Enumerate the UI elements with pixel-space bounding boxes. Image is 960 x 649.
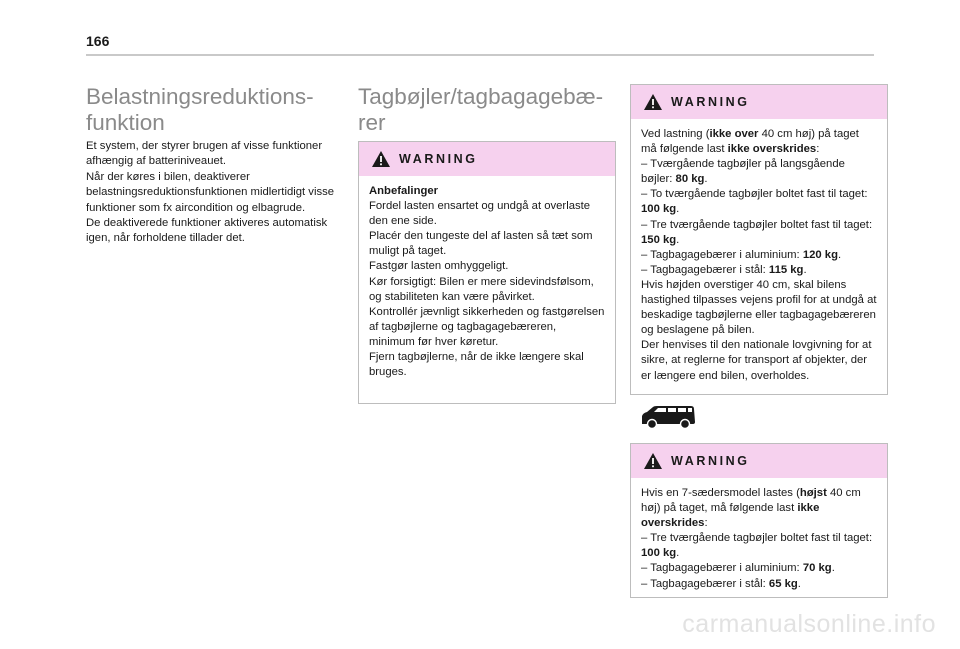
warning-box-recommendations bbox=[358, 141, 616, 404]
emphasis: ikke overskrides bbox=[641, 502, 820, 530]
warning-title: WARNING bbox=[399, 152, 478, 166]
text-run: – Tre tværgående tagbøjler boltet fast til taget: bbox=[641, 218, 873, 231]
warning-body bbox=[359, 176, 615, 380]
warning-line: Fordel lasten ensartet og undgå at overlaste den ene side. bbox=[369, 200, 591, 228]
text-run: – Tagbagagebærer i aluminium: bbox=[641, 248, 803, 261]
warning-paragraph: Hvis højden overstiger 40 cm, skal bilens hastighed tilpasses vejens profil for at undgå at beskadige tagbøjlerne eller tagbagagebæreren og beslagene på bilen. bbox=[641, 278, 877, 337]
load-value: 120 kg bbox=[802, 248, 838, 261]
load-limit-item bbox=[641, 561, 877, 576]
text-run: . bbox=[803, 263, 807, 276]
text-run: – Tre tværgående tagbøjler boltet fast til taget: bbox=[641, 532, 873, 545]
seven-seat-van-icon bbox=[639, 404, 697, 430]
load-value: 150 kg bbox=[641, 233, 677, 246]
warning-paragraph: Der henvises til den nationale lovgivning for at sikre, at reglerne for transport af objekter, der er længere end bilen, overholdes. bbox=[641, 339, 872, 382]
heading-line: Belastningsreduktions- bbox=[86, 84, 314, 109]
load-reduction-text bbox=[86, 139, 344, 247]
emphasis: højst bbox=[799, 487, 827, 499]
text-run: . bbox=[704, 173, 708, 186]
warning-header bbox=[631, 85, 887, 119]
text-run: : bbox=[816, 143, 820, 156]
warning-line: Kontrollér jævnligt sikkerheden og fastgørelsen af tagbøjlerne og tagbagagebæreren, minimum før hver køretur. bbox=[369, 305, 605, 348]
text-run: : bbox=[704, 517, 708, 530]
load-value: 100 kg bbox=[641, 547, 677, 560]
text-run: Hvis en 7-sædersmodel lastes ( bbox=[641, 487, 800, 499]
emphasis: ikke overskrides bbox=[727, 143, 817, 156]
warning-triangle-icon bbox=[643, 93, 663, 111]
text-run: . bbox=[797, 577, 801, 590]
text-run: – Tværgående tagbøjler på langsgående bøjler: bbox=[641, 158, 845, 186]
text-run: 40 cm høj) på taget må følgende last bbox=[641, 128, 859, 156]
section-heading-roof-racks bbox=[358, 84, 616, 136]
warning-triangle-icon bbox=[643, 452, 663, 470]
load-value: 65 kg bbox=[768, 577, 798, 590]
heading-line: funktion bbox=[86, 110, 165, 135]
text-run: . bbox=[676, 547, 680, 560]
text-run: – Tagbagagebærer i aluminium: bbox=[641, 562, 803, 575]
load-limit-item bbox=[641, 531, 877, 561]
text-run: . bbox=[831, 562, 835, 575]
warning-body bbox=[631, 119, 887, 384]
top-rule bbox=[86, 54, 874, 56]
warning-line: Kør forsigtigt: Bilen er mere sidevindsfølsom, og stabiliteten kan være påvirket. bbox=[369, 275, 594, 303]
warning-box-roof-load bbox=[630, 84, 888, 395]
warning-intro bbox=[641, 127, 877, 157]
paragraph: Et system, der styrer brugen af visse funktioner afhængig af batteriniveauet. bbox=[86, 140, 323, 168]
section-heading-load-reduction bbox=[86, 84, 336, 136]
load-value: 100 kg bbox=[641, 203, 677, 216]
warning-triangle-icon bbox=[371, 150, 391, 168]
warning-header bbox=[359, 142, 615, 176]
watermark: carmanualsonline.info bbox=[682, 610, 936, 638]
warning-intro bbox=[641, 486, 877, 531]
warning-title: WARNING bbox=[671, 454, 750, 468]
warning-box-seven-seat bbox=[630, 443, 888, 598]
text-run: – Tagbagagebærer i stål: bbox=[641, 263, 769, 276]
warning-line: Fastgør lasten omhyggeligt. bbox=[369, 260, 509, 273]
heading-line: rer bbox=[358, 110, 386, 135]
text-run: Ved lastning ( bbox=[641, 128, 710, 140]
page-number: 166 bbox=[86, 33, 110, 49]
load-limit-item bbox=[641, 187, 877, 217]
text-run: . bbox=[676, 233, 680, 246]
warning-body bbox=[631, 478, 887, 592]
paragraph: De deaktiverede funktioner aktiveres automatisk igen, når forholdene tillader det. bbox=[86, 217, 328, 245]
load-limit-item bbox=[641, 157, 877, 187]
warning-line: Fjern tagbøjlerne, når de ikke længere skal bruges. bbox=[369, 351, 584, 379]
load-value: 115 kg bbox=[768, 263, 804, 276]
text-run: – To tværgående tagbøjler boltet fast til taget: bbox=[641, 188, 868, 201]
text-run: . bbox=[676, 203, 680, 216]
warning-title: WARNING bbox=[671, 95, 750, 109]
text-run: – Tagbagagebærer i stål: bbox=[641, 577, 769, 590]
load-value: 80 kg bbox=[675, 173, 705, 186]
emphasis: ikke over bbox=[709, 128, 759, 140]
load-limit-item bbox=[641, 248, 877, 263]
load-value: 70 kg bbox=[802, 562, 832, 575]
heading-line: Tagbøjler/tagbagagebæ- bbox=[358, 84, 604, 109]
load-limit-item bbox=[641, 577, 877, 592]
text-run: 40 cm høj) på taget, må følgende last bbox=[641, 487, 861, 515]
warning-lead: Anbefalinger bbox=[369, 185, 439, 197]
text-run: . bbox=[837, 248, 842, 261]
load-limit-item bbox=[641, 263, 877, 278]
warning-line: Placér den tungeste del af lasten så tæt som muligt på taget. bbox=[369, 230, 593, 258]
paragraph: Når der køres i bilen, deaktiverer belastningsreduktionsfunktionen midlertidigt visse funktioner som fx aircondition og elbagrude. bbox=[86, 170, 335, 214]
warning-header bbox=[631, 444, 887, 478]
load-limit-item bbox=[641, 218, 877, 248]
